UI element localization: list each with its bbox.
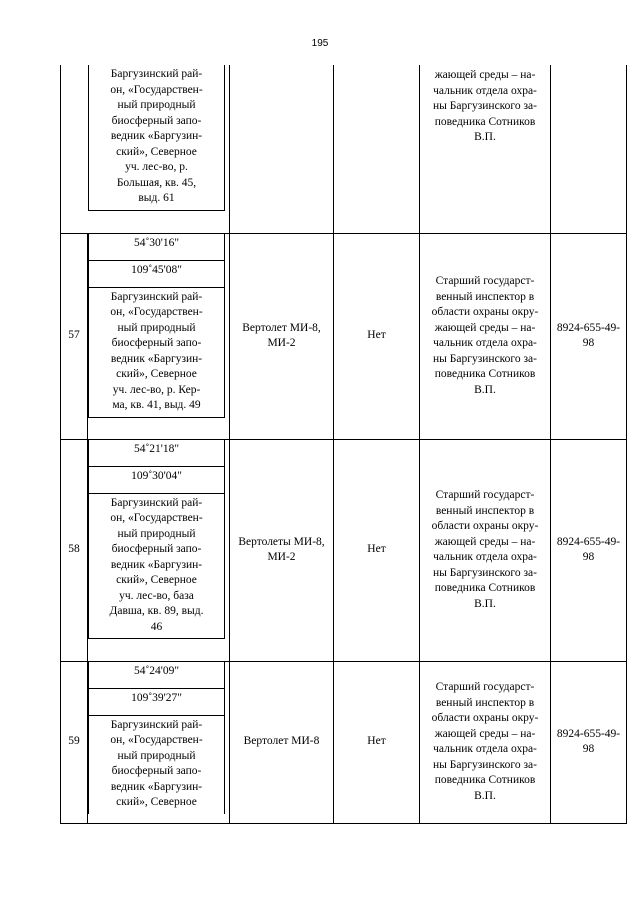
location-cell: [61, 65, 230, 233]
aircraft-type: Вертолет МИ-8: [243, 735, 320, 748]
contact-text: Старший государст- венный инспектор в области охраны окру- жающей среды – на- чальник отдела охра- ны Баргузинского за- поведника Сотников В.П.: [431, 681, 539, 802]
longitude: 109˚30'04": [89, 467, 224, 494]
table-row: [61, 661, 627, 823]
location-description: Баргузинский рай- он, «Государствен- ный природный биосферный запо- ведник «Баргузин- ский», Северное уч. лес-во, р. Большая, кв. 45, выд. 61: [110, 68, 203, 204]
status-cell: [334, 233, 420, 439]
aircraft-type: Вертолет МИ-8, МИ-2: [242, 321, 321, 349]
contact-cell: [420, 233, 551, 439]
phone-cell: [551, 233, 627, 439]
contact-cell: [420, 439, 551, 661]
location-cell: [88, 661, 230, 823]
location-description: Баргузинский рай- он, «Государствен- ный природный биосферный запо- ведник «Баргузин- ский», Северное: [110, 718, 203, 808]
latitude: 54˚30'16": [89, 234, 224, 261]
longitude: 109˚45'08": [89, 261, 224, 288]
status-cell: [334, 661, 420, 823]
aircraft-cell: [230, 439, 334, 661]
row-number: 59: [61, 661, 88, 823]
latitude: 54˚24'09": [89, 662, 224, 689]
status-text: Нет: [367, 329, 386, 342]
status-text: Нет: [367, 735, 386, 748]
phone-cell: [551, 661, 627, 823]
status-text: Нет: [367, 543, 386, 556]
latitude: 54˚21'18": [89, 440, 224, 467]
contact-cell: [420, 65, 551, 233]
contact-cell: [420, 661, 551, 823]
aircraft-cell: [230, 65, 334, 233]
contact-text: Старший государст- венный инспектор в области охраны окру- жающей среды – на- чальник отдела охра- ны Баргузинского за- поведника Сотников В.П.: [431, 275, 539, 396]
location-description: Баргузинский рай- он, «Государствен- ный природный биосферный запо- ведник «Баргузин- ский», Северное уч. лес-во, база Давша, кв. 89, выд. 46: [109, 496, 204, 633]
status-cell: [334, 439, 420, 661]
status-cell: [334, 65, 420, 233]
page-number: 195: [311, 38, 329, 49]
contact-text: жающей среды – на- чальник отдела охра- ны Баргузинского за- поведника Сотников В.П.: [433, 69, 537, 143]
aircraft-cell: [230, 661, 334, 823]
location-cell: [88, 439, 230, 661]
helipad-table: [60, 65, 627, 824]
row-number: 57: [61, 233, 88, 439]
phone-cell: [551, 65, 627, 233]
row-number: 58: [61, 439, 88, 661]
phone-number: 8924-655-49- 98: [556, 727, 621, 755]
phone-cell: [551, 439, 627, 661]
aircraft-cell: [230, 233, 334, 439]
phone-number: 8924-655-49- 98: [556, 321, 621, 349]
phone-number: 8924-655-49- 98: [556, 535, 621, 563]
location-cell: [88, 233, 230, 439]
contact-text: Старший государст- венный инспектор в области охраны окру- жающей среды – на- чальник отдела охра- ны Баргузинского за- поведника Сотников В.П.: [431, 489, 539, 610]
aircraft-type: Вертолеты МИ-8, МИ-2: [238, 535, 325, 563]
table-row: [61, 233, 627, 439]
table-row: [61, 439, 627, 661]
location-description: Баргузинский рай- он, «Государствен- ный природный биосферный запо- ведник «Баргузин- ский», Северное уч. лес-во, р. Кер- ма, кв. 41, выд. 49: [110, 290, 203, 411]
longitude: 109˚39'27": [89, 689, 224, 716]
table-row: [61, 65, 627, 233]
